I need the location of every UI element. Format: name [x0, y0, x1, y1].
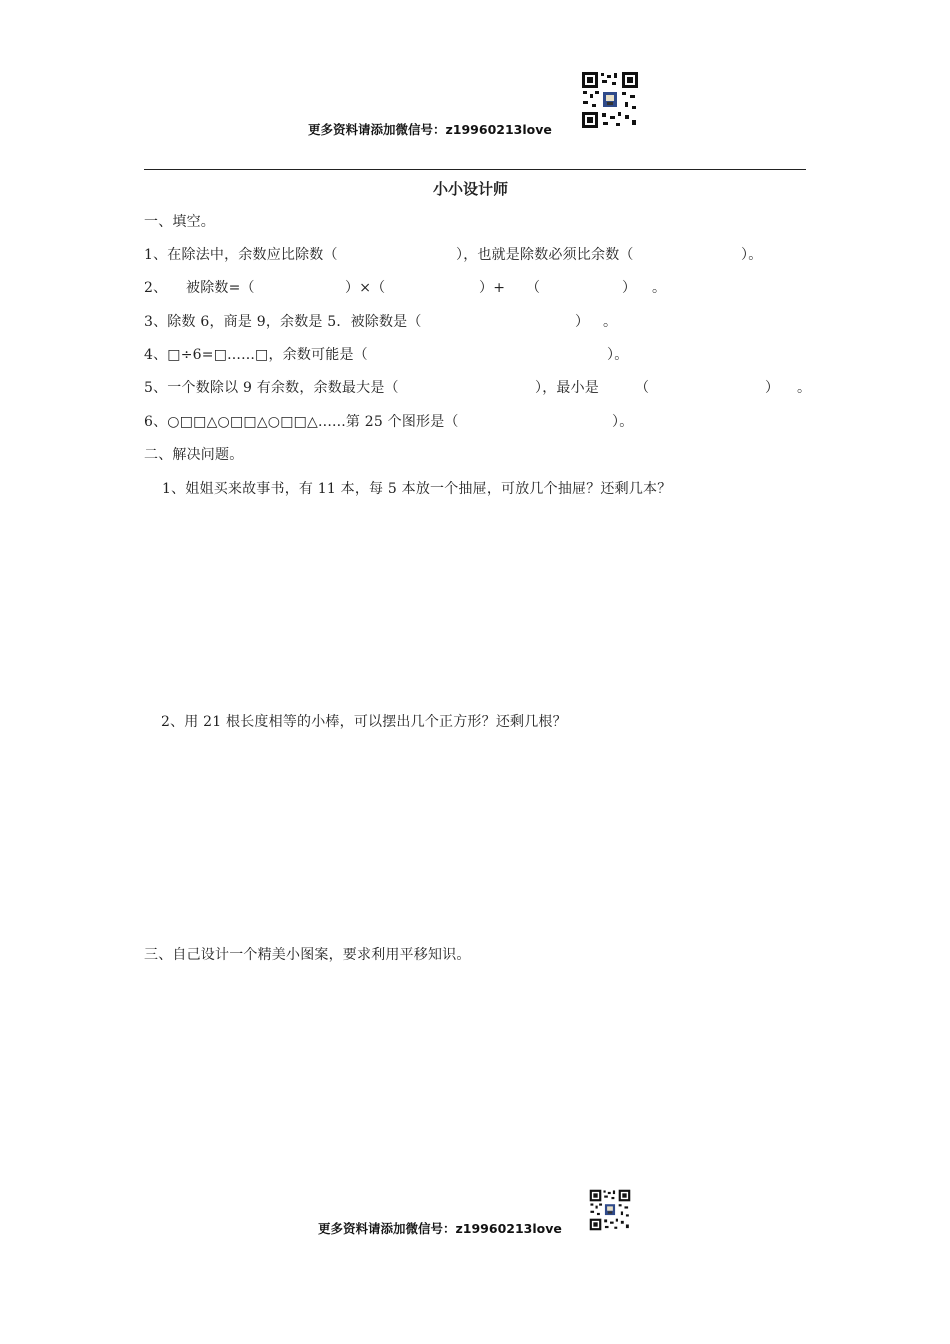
q1-3-part-c: 。: [603, 314, 618, 330]
section1-heading: 一、填空。: [144, 214, 215, 230]
q1-4-part-b: ）。: [607, 347, 629, 363]
q2-2-text: 2、用 21 根长度相等的小棒，可以摆出几个正方形？还剩几根？: [161, 714, 567, 730]
q1-2-part-b: 被除数=（: [186, 280, 255, 296]
qr-code-icon: [581, 71, 639, 129]
q1-2-part-e: （: [526, 280, 541, 296]
q1-1-part-c: ）。: [741, 247, 763, 263]
q1-5-part-a: 5、一个数除以 9 有余数，余数最大是（: [144, 380, 399, 396]
header-divider: [144, 169, 806, 170]
q1-3-part-b: ）: [575, 314, 590, 330]
q1-1-part-a: 1、在除法中，余数应比除数（: [144, 247, 338, 263]
q1-2-part-a: 2、: [144, 280, 168, 296]
q1-5-part-e: 。: [797, 380, 812, 396]
q1-2-part-d: ）+: [479, 280, 506, 296]
section3-heading: 三、自己设计一个精美小图案，要求利用平移知识。: [144, 947, 471, 963]
q1-6-part-a: 6、○□□△○□□△○□□△......第 25 个图形是（: [144, 414, 459, 430]
page-title: 小小设计师: [433, 180, 509, 198]
footer-wechat-text: 更多资料请添加微信号：z19960213love: [318, 1221, 562, 1236]
q1-1-part-b: ），也就是除数必须比余数（: [456, 247, 634, 263]
footer-qr-code-icon: [589, 1189, 631, 1231]
q1-5-part-d: ）: [765, 380, 780, 396]
q1-4-part-a: 4、□÷6=□......□，余数可能是（: [144, 347, 368, 363]
q1-2-part-g: 。: [652, 280, 667, 296]
q1-5-part-b: ），最小是: [535, 380, 599, 396]
q1-2-part-c: ）×（: [345, 280, 386, 296]
section2-heading: 二、解决问题。: [144, 447, 244, 463]
q2-1-text: 1、姐姐买来故事书，有 11 本，每 5 本放一个抽屉，可放几个抽屉？还剩几本？: [162, 481, 672, 497]
q1-6-part-b: ）。: [612, 414, 634, 430]
q1-5-part-c: （: [635, 380, 650, 396]
q1-3-part-a: 3、除数 6，商是 9，余数是 5．被除数是（: [144, 314, 422, 330]
header-wechat-text: 更多资料请添加微信号：z19960213love: [308, 122, 552, 137]
q1-2-part-f: ）: [622, 280, 637, 296]
